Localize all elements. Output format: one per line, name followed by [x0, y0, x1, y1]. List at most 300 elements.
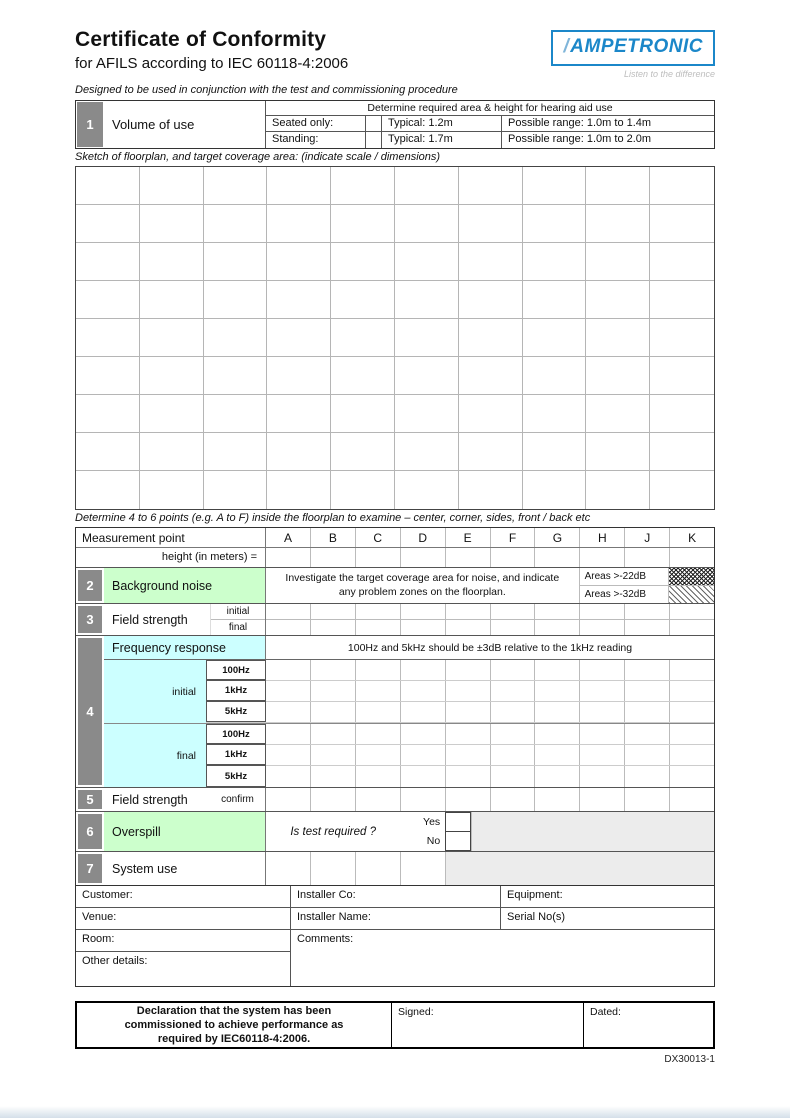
confirm-cells-row: [266, 788, 714, 811]
other-details-field[interactable]: [76, 952, 290, 986]
measurement-cell[interactable]: [580, 548, 625, 567]
sketch-grid-cell[interactable]: [395, 395, 459, 433]
sketch-grid-cell[interactable]: [586, 471, 650, 509]
measurement-cell[interactable]: [266, 548, 311, 567]
sketch-grid-cell[interactable]: [204, 319, 268, 357]
section-3-labelblock: [104, 604, 266, 635]
no-checkbox[interactable]: [445, 831, 471, 851]
measurement-cell[interactable]: [535, 660, 580, 680]
measurement-cell[interactable]: [670, 724, 714, 744]
details-left-column: [76, 930, 291, 986]
measurement-cell[interactable]: [356, 724, 401, 744]
sketch-grid-cell[interactable]: [204, 357, 268, 395]
measurement-cell[interactable]: [625, 745, 670, 765]
sketch-grid-cell[interactable]: [267, 205, 331, 243]
final-label: final: [228, 622, 248, 633]
sketch-grid-cell[interactable]: [459, 205, 523, 243]
sketch-grid-cell[interactable]: [140, 281, 204, 319]
sketch-grid-cell[interactable]: [267, 319, 331, 357]
section-field-strength-confirm: [76, 787, 714, 811]
sketch-grid-cell[interactable]: [523, 357, 587, 395]
equipment-field[interactable]: [501, 886, 714, 907]
details-row-3-4: [76, 930, 714, 986]
table-row-seated: [266, 116, 714, 132]
installer-name-field[interactable]: [291, 908, 501, 929]
section-number-column: [76, 101, 104, 148]
measurement-cell[interactable]: [446, 548, 491, 567]
section-number-column: [76, 788, 104, 811]
sketch-grid-cell[interactable]: [331, 471, 395, 509]
dated-field[interactable]: [584, 1003, 713, 1047]
sketch-grid-cell[interactable]: [204, 167, 268, 205]
sketch-grid-cell[interactable]: [586, 281, 650, 319]
table-row-standing: [266, 132, 714, 148]
measurement-cell[interactable]: [446, 788, 491, 811]
section-volume-of-use: [75, 100, 715, 149]
yes-no-labels: [400, 812, 445, 851]
measurement-cell[interactable]: [446, 702, 491, 722]
sketch-grid-cell[interactable]: [267, 357, 331, 395]
sketch-grid-cell[interactable]: [331, 395, 395, 433]
measurement-cell[interactable]: [266, 766, 311, 787]
sketch-grid-cell[interactable]: [331, 205, 395, 243]
measurement-cell[interactable]: [356, 702, 401, 722]
measurement-cell[interactable]: [670, 548, 714, 567]
measurement-cell[interactable]: [625, 604, 670, 619]
measurement-cell[interactable]: [266, 724, 311, 744]
serial-field[interactable]: [501, 908, 714, 929]
measurement-cell[interactable]: [401, 604, 446, 619]
sketch-grid-cell[interactable]: [76, 319, 140, 357]
column-letter: K: [688, 531, 697, 545]
sketch-grid-cell[interactable]: [459, 433, 523, 471]
sketch-grid-cell[interactable]: [459, 281, 523, 319]
measurement-cell[interactable]: [670, 620, 714, 635]
overspill-question: Is test required ?: [290, 825, 377, 838]
measurement-cell[interactable]: [401, 702, 446, 722]
sketch-grid-cell[interactable]: [204, 281, 268, 319]
sketch-caption: Sketch of floorplan, and target coverage area: (indicate scale / dimensions): [75, 151, 441, 163]
floorplan-sketch-grid[interactable]: [75, 166, 715, 510]
sketch-grid-cell[interactable]: [267, 281, 331, 319]
signed-label: Signed:: [398, 1006, 434, 1018]
sketch-grid-cell[interactable]: [523, 167, 587, 205]
measurement-cell[interactable]: [625, 766, 670, 787]
sketch-grid-cell[interactable]: [331, 167, 395, 205]
sketch-grid-cell[interactable]: [586, 319, 650, 357]
ampetronic-logo: [551, 30, 715, 79]
sketch-grid-cell[interactable]: [267, 243, 331, 281]
area-label-22db: Areas >-22dB: [580, 568, 669, 586]
sketch-grid-cell[interactable]: [140, 433, 204, 471]
sketch-grid-cell[interactable]: [523, 205, 587, 243]
sketch-grid-cell[interactable]: [586, 395, 650, 433]
measurement-cell[interactable]: [491, 620, 536, 635]
sketch-grid-cell[interactable]: [140, 471, 204, 509]
measurement-cell[interactable]: [670, 660, 714, 680]
sketch-grid-cell[interactable]: [76, 433, 140, 471]
sketch-grid-cell[interactable]: [331, 319, 395, 357]
section-5-label: Field strength: [112, 792, 188, 807]
sketch-grid-cell[interactable]: [586, 243, 650, 281]
measurement-cell[interactable]: [625, 620, 670, 635]
sketch-grid-cell[interactable]: [650, 319, 714, 357]
column-letter: A: [266, 528, 311, 547]
measurement-cell[interactable]: [580, 604, 625, 619]
measurement-cell[interactable]: [311, 745, 356, 765]
measurement-cell[interactable]: [311, 660, 356, 680]
measurement-cell[interactable]: [446, 745, 491, 765]
measurement-cell[interactable]: [266, 745, 311, 765]
measurement-cell[interactable]: [580, 620, 625, 635]
sketch-grid-cell[interactable]: [76, 243, 140, 281]
sketch-grid-cell[interactable]: [267, 167, 331, 205]
venue-field[interactable]: [76, 908, 291, 929]
sketch-grid-cell[interactable]: [650, 281, 714, 319]
measurement-cell[interactable]: [580, 681, 625, 701]
freq-label-100hz: 100Hz: [206, 660, 266, 680]
measurement-cell[interactable]: [311, 788, 356, 811]
measurement-cell[interactable]: [491, 702, 536, 722]
measurement-cell[interactable]: [625, 702, 670, 722]
measurement-cell[interactable]: [625, 788, 670, 811]
section-system-use: [76, 851, 714, 885]
measurement-cell[interactable]: [266, 788, 311, 811]
sketch-grid-cell[interactable]: [395, 243, 459, 281]
measurement-cell[interactable]: [535, 724, 580, 744]
sketch-grid-cell[interactable]: [331, 433, 395, 471]
measurement-cell[interactable]: [311, 620, 356, 635]
measurement-cell[interactable]: [491, 604, 536, 619]
measurement-cell[interactable]: [266, 852, 311, 885]
measurement-cell[interactable]: [401, 620, 446, 635]
details-table: [75, 886, 715, 987]
measurement-cell[interactable]: [580, 788, 625, 811]
sketch-grid-cell[interactable]: [204, 205, 268, 243]
sketch-grid-cell[interactable]: [395, 319, 459, 357]
hatch-legend: [669, 568, 714, 603]
logo-slash-icon: /: [563, 36, 570, 57]
installer-name-label: Installer Name:: [297, 911, 371, 923]
measurement-cell[interactable]: [580, 660, 625, 680]
range-value: Possible range: 1.0m to 2.0m: [508, 133, 652, 145]
sketch-grid-cell[interactable]: [459, 319, 523, 357]
freq-row-1khz: [206, 681, 714, 702]
measurement-cell[interactable]: [401, 745, 446, 765]
sketch-grid-cell[interactable]: [267, 433, 331, 471]
measurement-cell[interactable]: [401, 681, 446, 701]
measurement-cell[interactable]: [625, 660, 670, 680]
measurement-cell[interactable]: [401, 766, 446, 787]
section-number-column: [76, 812, 104, 851]
room-field[interactable]: [76, 930, 290, 952]
sketch-grid-cell[interactable]: [459, 471, 523, 509]
background-noise-instructions: Investigate the target coverage area for noise, and indicate any problem zones on the floorplan.: [266, 568, 580, 603]
section-4-label: Frequency response: [104, 636, 266, 659]
section-3-number: 3: [78, 606, 102, 633]
measurement-cell[interactable]: [535, 620, 580, 635]
customer-label: Customer:: [82, 889, 133, 901]
comments-field[interactable]: [291, 930, 714, 986]
measurement-cell[interactable]: [311, 604, 356, 619]
sketch-grid-cell[interactable]: [586, 167, 650, 205]
measurement-cell[interactable]: [266, 681, 311, 701]
sketch-grid-cell[interactable]: [140, 319, 204, 357]
measurement-cell[interactable]: [266, 660, 311, 680]
sketch-grid-cell[interactable]: [650, 357, 714, 395]
sketch-grid-cell[interactable]: [395, 433, 459, 471]
measurement-cell[interactable]: [401, 852, 445, 885]
freq-cells-row: [266, 681, 714, 701]
signed-field[interactable]: [392, 1003, 584, 1047]
other-details-label: Other details:: [82, 955, 148, 967]
measurement-cell[interactable]: [670, 681, 714, 701]
sketch-grid-cell[interactable]: [523, 243, 587, 281]
measurement-cell[interactable]: [356, 788, 401, 811]
page-title: Certificate of Conformity: [75, 28, 327, 51]
sketch-grid-cell[interactable]: [395, 471, 459, 509]
measurement-cell[interactable]: [446, 724, 491, 744]
measurement-cell[interactable]: [491, 766, 536, 787]
sketch-grid-cell[interactable]: [76, 395, 140, 433]
logo-box: [551, 30, 715, 66]
measurement-cell[interactable]: [311, 548, 356, 567]
section-number-column: [76, 604, 104, 635]
sketch-grid-cell[interactable]: [140, 357, 204, 395]
points-note: Determine 4 to 6 points (e.g. A to F) inside the floorplan to examine – center, corner, sides, front / back etc: [75, 512, 591, 524]
sketch-grid-cell[interactable]: [331, 243, 395, 281]
seated-entry-cell[interactable]: [366, 116, 382, 131]
sketch-grid-cell[interactable]: [395, 167, 459, 205]
declaration-box: [75, 1001, 715, 1049]
section-2-label: Background noise: [104, 568, 266, 603]
page-bottom-edge: [0, 1106, 790, 1118]
section-1-label: Volume of use: [104, 101, 266, 148]
measurement-cell[interactable]: [535, 604, 580, 619]
measurement-cell[interactable]: [446, 660, 491, 680]
sketch-grid-cell[interactable]: [523, 395, 587, 433]
hatch-diagonal-swatch: [669, 586, 714, 603]
sketch-grid-cell[interactable]: [650, 205, 714, 243]
background-noise-cols: [266, 568, 714, 603]
usage-note: Designed to be used in conjunction with the test and commissioning procedure: [75, 84, 458, 96]
field-strength-final-row: [266, 620, 714, 635]
measurement-cell[interactable]: [266, 620, 311, 635]
sketch-grid-cell[interactable]: [76, 281, 140, 319]
freq-group-initial-rows: [206, 660, 714, 723]
measurement-cell[interactable]: [401, 548, 446, 567]
sketch-grid-cell[interactable]: [331, 357, 395, 395]
volume-table-header: Determine required area & height for hearing aid use: [266, 101, 714, 116]
measurement-cell[interactable]: [311, 852, 356, 885]
frequency-response-header: [104, 636, 714, 660]
sketch-grid-cell[interactable]: [204, 243, 268, 281]
sketch-grid-cell[interactable]: [650, 167, 714, 205]
sketch-grid-cell[interactable]: [459, 243, 523, 281]
sketch-grid-cell[interactable]: [395, 357, 459, 395]
measurement-cell[interactable]: [311, 702, 356, 722]
sketch-grid-cell[interactable]: [267, 395, 331, 433]
measurement-cell[interactable]: [670, 702, 714, 722]
field-strength-initial-row: [266, 604, 714, 620]
measurement-cell[interactable]: [535, 745, 580, 765]
sketch-grid-cell[interactable]: [267, 471, 331, 509]
freq-cells-row: [266, 745, 714, 765]
measurement-cell[interactable]: [356, 620, 401, 635]
sketch-grid-cell[interactable]: [586, 357, 650, 395]
sketch-grid-cell[interactable]: [204, 433, 268, 471]
measurement-cell[interactable]: [491, 788, 536, 811]
range-value: Possible range: 1.0m to 1.4m: [508, 117, 652, 129]
freq-label-5khz: 5kHz: [206, 701, 266, 722]
sketch-grid-cell[interactable]: [523, 319, 587, 357]
measurement-cell[interactable]: [491, 548, 536, 567]
measurement-cell[interactable]: [401, 788, 446, 811]
sketch-grid-cell[interactable]: [140, 243, 204, 281]
measurement-cell[interactable]: [446, 681, 491, 701]
measurement-cell[interactable]: [535, 702, 580, 722]
section-1-number: 1: [77, 102, 103, 147]
sketch-grid-cell[interactable]: [523, 471, 587, 509]
measurement-cell[interactable]: [535, 681, 580, 701]
measurement-cell[interactable]: [535, 788, 580, 811]
section-6-label: Overspill: [104, 812, 266, 851]
row-label: Seated only:: [266, 116, 366, 131]
row-label: Standing:: [266, 132, 366, 148]
measurement-cell[interactable]: [401, 660, 446, 680]
sketch-grid-cell[interactable]: [395, 281, 459, 319]
sketch-grid-cell[interactable]: [76, 167, 140, 205]
measurement-cell[interactable]: [491, 681, 536, 701]
measurement-cell[interactable]: [670, 766, 714, 787]
no-label: No: [426, 835, 441, 848]
confirm-label: confirm: [221, 794, 254, 805]
sketch-grid-cell[interactable]: [459, 395, 523, 433]
freq-group-final: [104, 723, 714, 787]
sketch-grid-cell[interactable]: [650, 395, 714, 433]
document-code: DX30013-1: [664, 1054, 715, 1065]
measurement-cell[interactable]: [625, 724, 670, 744]
sketch-grid-cell[interactable]: [459, 357, 523, 395]
measurement-cell[interactable]: [356, 852, 401, 885]
yes-checkbox[interactable]: [445, 812, 471, 832]
measurement-cell[interactable]: [580, 702, 625, 722]
measurement-cell[interactable]: [670, 745, 714, 765]
measurement-cell[interactable]: [446, 604, 491, 619]
sketch-grid-cell[interactable]: [331, 281, 395, 319]
column-letter: F: [491, 528, 536, 547]
section-3-label: Field strength: [112, 612, 188, 627]
sketch-grid-cell[interactable]: [76, 471, 140, 509]
measurement-cell[interactable]: [670, 788, 714, 811]
column-letter: J: [625, 528, 670, 547]
declaration-text: Declaration that the system has been commissioned to achieve performance as required by IEC60118-4:2006.: [77, 1003, 392, 1047]
measurement-cell[interactable]: [356, 766, 401, 787]
measurement-cell[interactable]: [625, 548, 670, 567]
measurement-cell[interactable]: [446, 766, 491, 787]
sketch-grid-cell[interactable]: [204, 471, 268, 509]
measurement-cell[interactable]: [311, 724, 356, 744]
measurement-cell[interactable]: [446, 620, 491, 635]
sketch-grid-cell[interactable]: [140, 205, 204, 243]
freq-cells-row: [266, 702, 714, 722]
measurement-cell[interactable]: [535, 766, 580, 787]
measurement-cell[interactable]: [491, 745, 536, 765]
measurement-cell[interactable]: [580, 745, 625, 765]
section-5-number: 5: [78, 790, 102, 809]
section-5-labelblock: [104, 788, 266, 811]
sketch-grid-cell[interactable]: [459, 167, 523, 205]
sketch-grid-cell[interactable]: [140, 167, 204, 205]
measurement-cell[interactable]: [491, 660, 536, 680]
sketch-grid-cell[interactable]: [76, 357, 140, 395]
freq-row-100hz: [206, 660, 714, 681]
sketch-grid-cell[interactable]: [140, 395, 204, 433]
freq-row-5khz: [206, 766, 714, 787]
freq-group-final-rows: [206, 724, 714, 787]
sketch-grid-cell[interactable]: [650, 471, 714, 509]
column-letter: B: [311, 528, 356, 547]
measurement-cell[interactable]: [266, 702, 311, 722]
freq-cells-row: [266, 766, 714, 787]
measurement-cell[interactable]: [356, 745, 401, 765]
measurement-cell[interactable]: [356, 660, 401, 680]
logo-text: AMPETRONIC: [570, 36, 703, 57]
hatch-dense-swatch: [669, 568, 714, 586]
sketch-grid-cell[interactable]: [650, 243, 714, 281]
section-field-strength: [76, 603, 714, 635]
installer-co-field[interactable]: [291, 886, 501, 907]
section-7-label: System use: [104, 852, 266, 885]
measurement-cell[interactable]: [580, 766, 625, 787]
measurement-cell[interactable]: [670, 604, 714, 619]
sketch-grid-cell[interactable]: [523, 281, 587, 319]
freq-group-initial: [104, 660, 714, 723]
measurement-cell[interactable]: [580, 724, 625, 744]
standing-entry-cell[interactable]: [366, 132, 382, 148]
measurement-cell[interactable]: [625, 681, 670, 701]
measurement-cell[interactable]: [356, 548, 401, 567]
field-strength-cols: [266, 604, 714, 635]
sketch-grid-cell[interactable]: [650, 433, 714, 471]
sketch-grid-cell[interactable]: [76, 205, 140, 243]
sketch-grid-cell[interactable]: [204, 395, 268, 433]
logo-tagline: Listen to the difference: [623, 69, 715, 79]
sketch-grid-cell[interactable]: [395, 205, 459, 243]
measurement-cell[interactable]: [491, 724, 536, 744]
details-row-2: [76, 908, 714, 930]
volume-of-use-table: [266, 101, 714, 148]
measurement-cell[interactable]: [356, 604, 401, 619]
sketch-grid-cell[interactable]: [586, 205, 650, 243]
column-letters: [266, 528, 714, 547]
measurement-cell[interactable]: [311, 681, 356, 701]
section-overspill: [76, 811, 714, 851]
measurement-cell[interactable]: [535, 548, 580, 567]
section-number-column: [76, 568, 104, 603]
sketch-grid-cell[interactable]: [523, 433, 587, 471]
freq-row-1khz: [206, 745, 714, 766]
measurement-point-label: Measurement point: [76, 528, 266, 547]
yes-label: Yes: [423, 815, 441, 828]
measurement-cell[interactable]: [356, 681, 401, 701]
sketch-grid-cell[interactable]: [586, 433, 650, 471]
customer-field[interactable]: [76, 886, 291, 907]
measurement-cell[interactable]: [401, 724, 446, 744]
dated-label: Dated:: [590, 1006, 621, 1018]
measurement-cell[interactable]: [266, 604, 311, 619]
measurement-cell[interactable]: [311, 766, 356, 787]
